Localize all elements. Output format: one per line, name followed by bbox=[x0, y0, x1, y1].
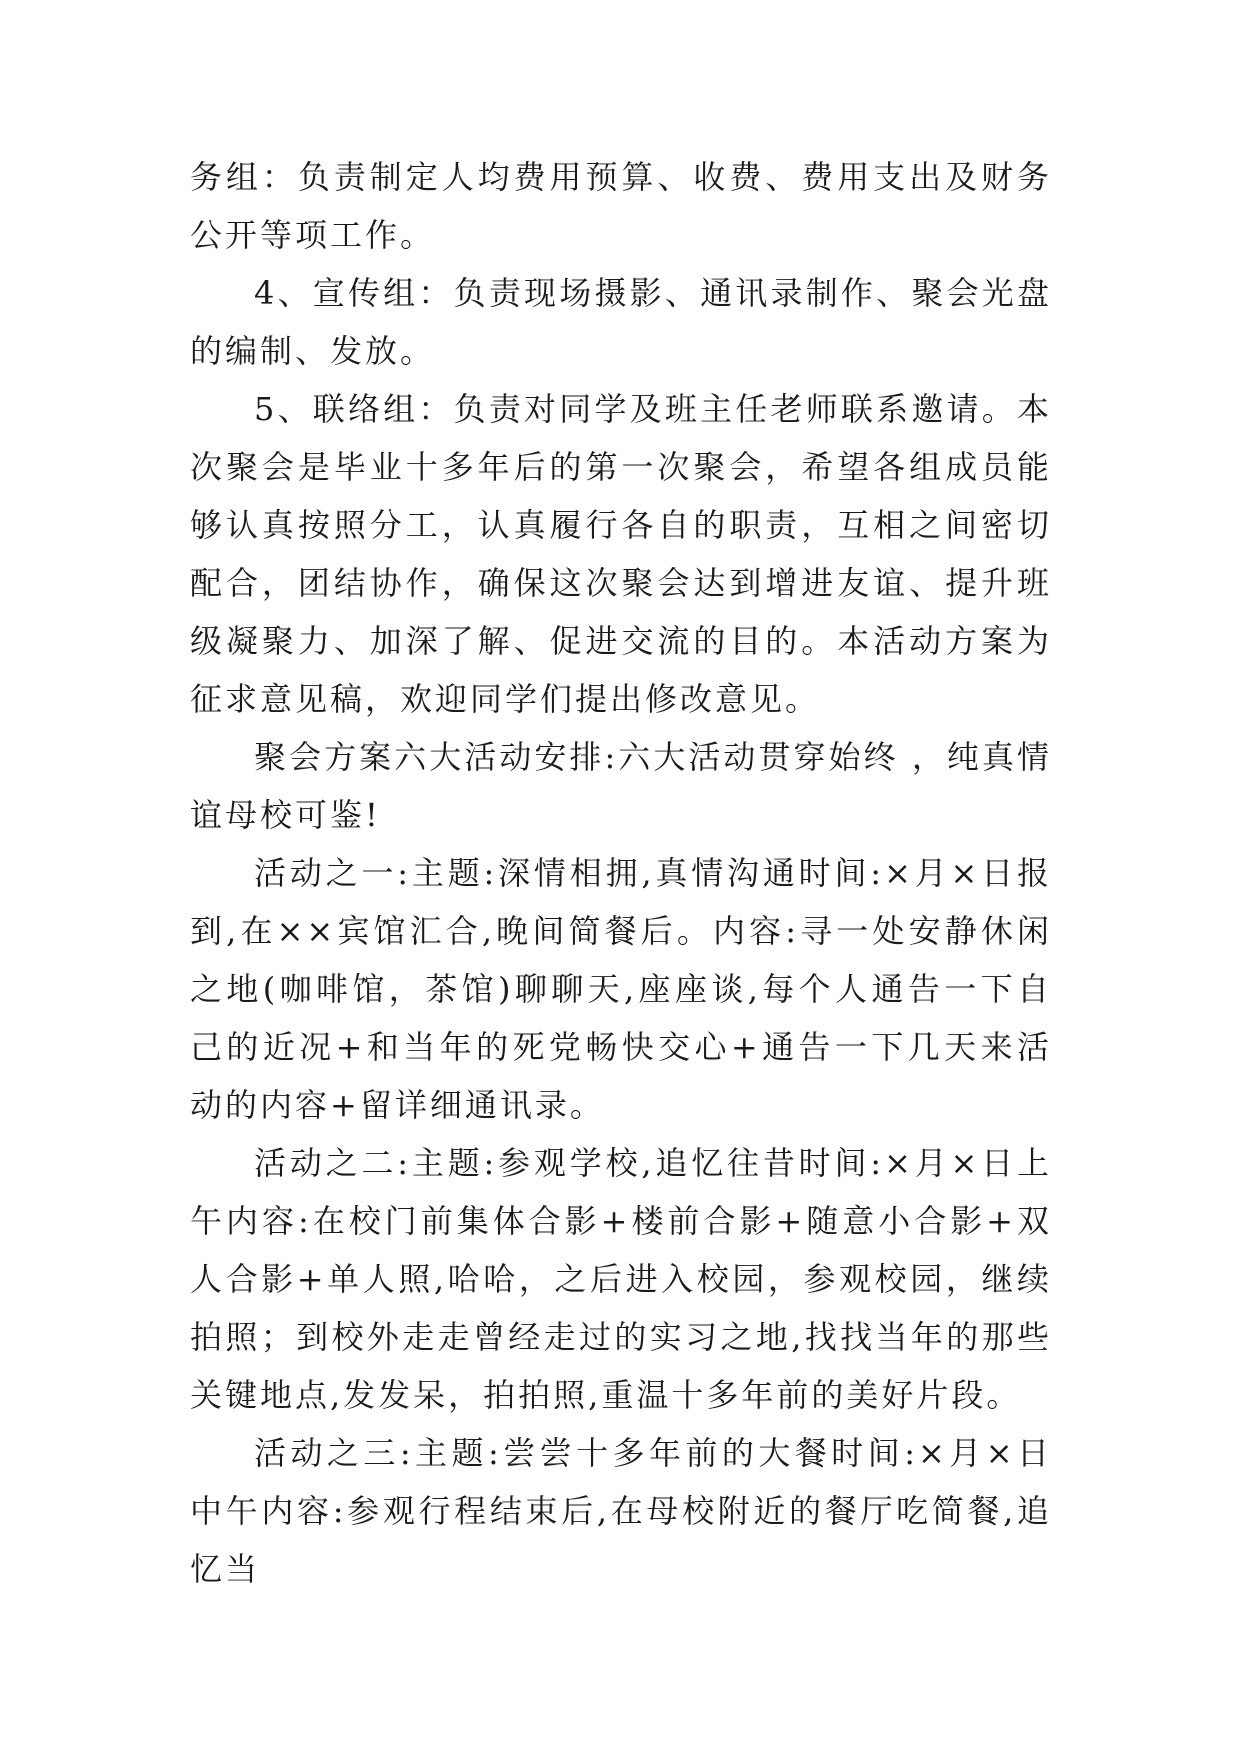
paragraph-finance-group-continued: 务组：负责制定人均费用预算、收费、费用支出及财务公开等项工作。 bbox=[190, 158, 1052, 254]
paragraph-activity-three: 活动之三:主题:尝尝十多年前的大餐时间:×月×日中午内容:参观行程结束后,在母校附近的餐厅吃简餐,追忆当 bbox=[190, 1434, 1052, 1588]
paragraph-activity-one: 活动之一:主题:深情相拥,真情沟通时间:×月×日报到,在××宾馆汇合,晚间简餐后。内容:寻一处安静休闲之地(咖啡馆，茶馆)聊聊天,座座谈,每个人通告一下自己的近况+和当年的死党畅快交心+通告一下几天来活动的内容+留详细通讯录。 bbox=[190, 854, 1052, 1124]
document-body bbox=[190, 148, 1052, 1598]
paragraph-publicity-group: 4、宣传组：负责现场摄影、通讯录制作、聚会光盘的编制、发放。 bbox=[190, 274, 1052, 370]
paragraph-six-activities-intro: 聚会方案六大活动安排:六大活动贯穿始终 ，纯真情谊母校可鉴! bbox=[190, 738, 1052, 834]
paragraph-activity-two: 活动之二:主题:参观学校,追忆往昔时间:×月×日上午内容:在校门前集体合影+楼前合影+随意小合影+双人合影+单人照,哈哈，之后进入校园，参观校园，继续拍照；到校外走走曾经走过的实习之地,找找当年的那些关键地点,发发呆，拍拍照,重温十多年前的美好片段。 bbox=[190, 1144, 1052, 1414]
paragraph-liaison-group: 5、联络组：负责对同学及班主任老师联系邀请。本次聚会是毕业十多年后的第一次聚会，希望各组成员能够认真按照分工，认真履行各自的职责，互相之间密切配合，团结协作，确保这次聚会达到增进友谊、提升班级凝聚力、加深了解、促进交流的目的。本活动方案为征求意见稿，欢迎同学们提出修改意见。 bbox=[190, 390, 1052, 718]
